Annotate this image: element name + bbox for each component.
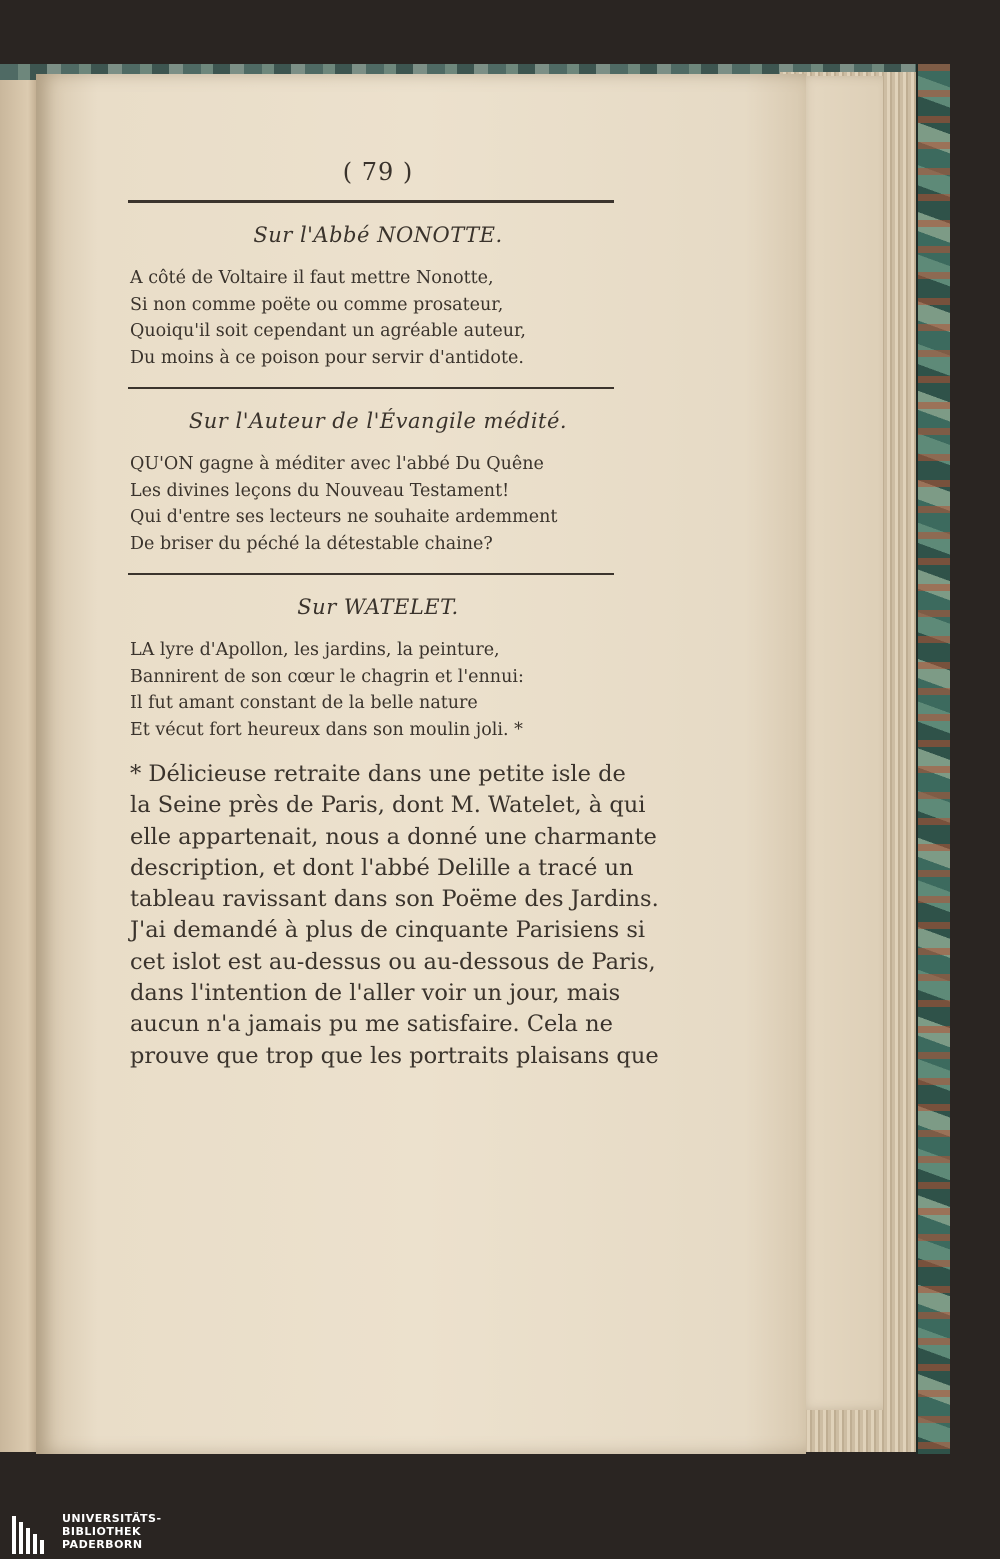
logo-line: BIBLIOTHEK (62, 1525, 142, 1538)
logo-line: UNIVERSITÄTS- (62, 1512, 162, 1525)
footnote-line: la Seine près de Paris, dont M. Watelet, à qui (130, 792, 646, 819)
verse-line: Et vécut fort heureux dans son moulin joli. * (130, 719, 523, 740)
verse-line: Quoiqu'il soit cependant un agréable auteur, (130, 321, 526, 341)
poem-verse (130, 637, 626, 743)
poem-heading: Sur WATELET. (297, 595, 459, 619)
verse-line: Du moins à ce poison pour servir d'antidote. (130, 347, 524, 368)
poem-verse (130, 451, 626, 557)
book-cover-marbled (916, 64, 950, 1454)
footnote-line: elle appartenait, nous a donné une charmante (130, 823, 657, 850)
poem-section (130, 223, 626, 371)
footnote-line: cet islot est au-dessus ou au-dessous de Paris, (130, 948, 656, 975)
left-page-edge (0, 80, 40, 1452)
page-text (130, 158, 659, 1072)
rule-divider (128, 573, 614, 575)
verse-line: Les divines leçons du Nouveau Testament! (130, 480, 510, 501)
poem-section (130, 595, 626, 743)
verse-line: Bannirent de son cœur le chagrin et l'ennui: (130, 666, 524, 687)
page-number: ( 79 ) (342, 158, 414, 186)
logo-line: PADERBORN (62, 1538, 143, 1551)
library-logo-text (62, 1512, 162, 1551)
poem-heading: Sur l'Auteur de l'Évangile médité. (188, 409, 568, 433)
verse-line: De briser du péché la détestable chaine? (130, 533, 493, 554)
verse-line: A côté de Voltaire il faut mettre Nonotte, (130, 268, 494, 288)
footnote-line: aucun n'a jamais pu me satisfaire. Cela ne (130, 1011, 613, 1038)
footnote-line: prouve que trop que les portraits plaisans que (130, 1042, 659, 1069)
footnote-line: * Délicieuse retraite dans une petite isle de (130, 761, 626, 787)
footnote-line: description, et dont l'abbé Delille a tracé un (130, 854, 634, 881)
rule-divider (128, 200, 614, 203)
folded-page-flap (798, 76, 883, 1410)
library-logo-icon (12, 1516, 48, 1554)
poem-verse (130, 265, 626, 371)
poem-section (130, 409, 626, 557)
footnote-line: dans l'intention de l'aller voir un jour, mais (130, 980, 621, 1007)
verse-line: Si non comme poëte ou comme prosateur, (130, 294, 504, 315)
footnote-line: J'ai demandé à plus de cinquante Parisiens si (130, 917, 646, 944)
footnote-line: tableau ravissant dans son Poëme des Jardins. (130, 886, 659, 913)
verse-line: LA lyre d'Apollon, les jardins, la peinture, (130, 640, 500, 660)
rule-divider (128, 387, 614, 389)
poem-heading: Sur l'Abbé NONOTTE. (253, 223, 503, 247)
library-logo-bar (0, 1508, 1000, 1559)
verse-line: Il fut amant constant de la belle nature (130, 693, 478, 713)
footnote (130, 759, 659, 1072)
verse-line: QU'ON gagne à méditer avec l'abbé Du Quêne (130, 454, 544, 474)
verse-line: Qui d'entre ses lecteurs ne souhaite ardemment (130, 507, 558, 527)
